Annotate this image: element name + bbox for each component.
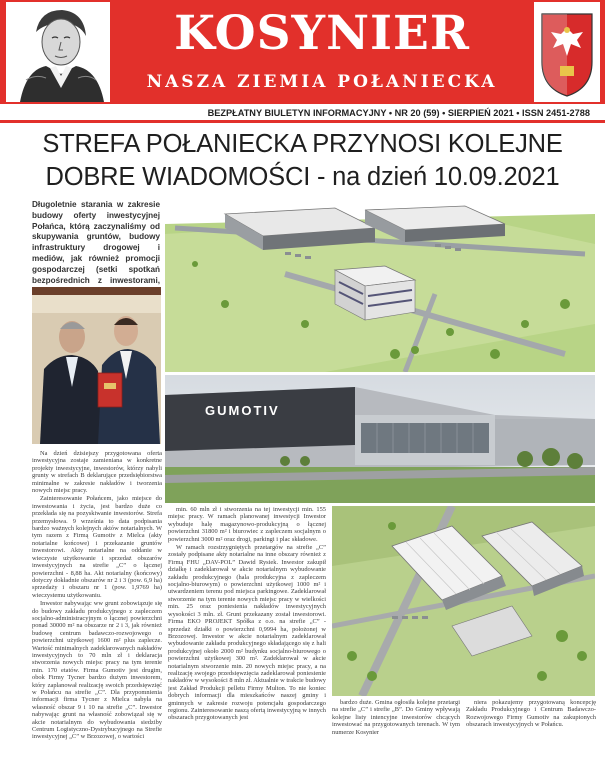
article-lead: Długoletnie starania w zakresie budowy oferty inwestycyjnej Połańca, którą zaczynaliśmy od skupywania gruntów, budowy infrastruktury drogowej i mediów, jak również promocji gospodarczej (setki spotkań bezpośrednich z inwestorami, [32, 200, 160, 285]
article-headline [10, 128, 595, 194]
body-paragraph: niera pokazujemy przygotowaną koncepcję Zakładu Produkcyjnego i Centrum Badawczo-Rozwojowego Firmy Gumotiv na zakupionych obszarach inwestycyjnych w Połańcu. [466, 699, 596, 729]
body-paragraph: Inwestor nabywając ww grunt zobowiązuje się do budowy zakładu produkcyjnego z zapleczem socjalno-administracyjnym o łącznej powierzchni ponad 30000 m² na obszarze nr 2 i 3, jak również budowę centrum badawczo-rozwojowego o powierzchni użytkowej 1600 m² plus zaplecze. Wartość minimalnych zadeklarowanych nakładów inwestycyjnych to 70 mln zł i deklaracja stworzenia nowych miejsc pracy na tym terenie min. 170 etatów. Firma Gumotiv jest drugim, obok Firmy Tycner bardzo dużym inwestorem, który zaplanował realizację swoich przedsięwzięć w Połańcu na strefie „C”. Dla przypomnienia informacji firma Tycner z Mielca nabyła na własność obszar 9 i 10 na strefie „C”. Inwestor nabywając grunt na własność zobowiązał się w akcie notarialnym do wybudowania siedziby Centrum Logistyczno-Dystrybucyjnego na Strefie inwestycyjnej „C” w Brzozowej, o wartości [32, 600, 162, 741]
body-column-2 [168, 506, 326, 772]
issue-info: BEZPŁATNY BIULETYN INFORMACYJNY • NR 20 (59) • SIERPIEŃ 2021 • ISSN 2451-2788 [207, 108, 590, 118]
body-paragraph: Na dzień dzisiejszy przygotowana oferta inwestycyjna zostaje zamieniana w konkretne projekty inwestycyjne, inwestorów, którzy nabyli grunty w strefach B deklarujące przedsiębiorstwa minimalne w zakresie nakładów i tworzenia nowych miejsc pracy. [32, 450, 162, 495]
body-column-3 [332, 699, 460, 771]
headline-line-1: STREFA POŁANIECKA PRZYNOSI KOLEJNE [42, 130, 563, 158]
body-paragraph: Zainteresowanie Połańcem, jako miejsce do inwestowania i życia, jest bardzo duże co przekłada się na pozyskiwanie inwestorów. Strefa przemysłowa. 9 września to data podpisania bardzo ważnych kolejnych aktów notarialnych. W tym razem z Firmą Gumotiv z Mielca (akty notarialne końcowe) i przekazanie gruntów inwestorowi. Akty notarialne na oddanie w wieczyste użytkowanie i sprzedaż obszarów inwestycyjnych na strefie „C” o łącznej powierzchni - 8,88 ha. Akt notarialny (końcowy) dotyczy dokładnie obszarów nr 2 i 3 (pow. 6,9 ha) sprzedaży i obszaru nr 1 (pow. 1,9769 ha) wieczystemu użytkowaniu. [32, 495, 162, 599]
newspaper-title: KOSYNIER [174, 6, 470, 61]
body-paragraph: min. 60 mln zł i stworzenia na tej inwestycji min. 155 miejsc pracy. W ramach planowanej inwestycji Inwestor wybuduje halę magazynowo-produkcyjną o łącznej powierzchni 31800 m² i biurowiec z zapleczem socjalnym o powierzchni 3000 m² oraz drogi, parkingi i plac składowe. [168, 506, 326, 543]
aerial-rendering-bottom-image [332, 506, 595, 696]
body-column-1 [32, 450, 162, 772]
gumotiv-building-rendering-image [165, 375, 595, 503]
masthead [0, 0, 605, 104]
newspaper-subtitle: NASZA ZIEMIA POŁANIECKA [146, 72, 498, 92]
divider-line [0, 120, 605, 123]
body-column-4 [466, 699, 596, 771]
body-paragraph: bardzo duże. Gmina ogłosiła kolejne przetargi na strefie „C” i strefie „B”. Do Gminy wpływają kolejne listy intencyjne inwestorów chcących inwestować na przygotowanych terenach. W tym numerze Kosynier [332, 699, 460, 736]
body-paragraph: W ramach rozstrzygniętych przetargów na strefie „C” zostały podpisane akty notarialne na inne obszary również z Firmą FHU „DAV-POL” Dawid Rysiek. Inwestor zakupił działkę i zadeklarował w akcie notarialnym wybudowanie zakładu produkcyjnego (hala produkcyjna z zapleczem socjalno-biurowym) o powierzchni użytkowej 1000 m² i utwardzeniem terenu pod miejsca parkingowe. Zadeklarował stworzenie na tym terenie nowych miejsc pracy w wielkości min. 25 oraz poniesienia nakładów inwestycyjnych wysokości 3 mln. zł. Grunt przekazany został inwestorowi. Firma EKO PROJEKT Spółka z o.o. na strefie „C” - sprzedaż działki o powierzchni 0,9994 ha, położonej w Brzozowej. Inwestor w akcie notarialnym zadeklarował wybudowanie zakładu produkcyjnego składającego się z hali produkcyjnej około 2000 m² budynku socjalno-biurowego o powierzchni użytkowej 300 m². Zadeklarował w akcie notarialnym stworzenie min. 20 nowych miejsc pracy, a na realizację swojego przedsięwzięcia zadeklarował poniesienie nakładów w wysokości 8 mln zł. Aktualnie w trakcie budowy jest Zakład Produkcji pelletu Firmy Multon. To nie koniec dobrych informacji dla mieszkańców naszej gminy i gminnych w zakresie rozwoju potencjału gospodarczego regionu. Zainteresowanie naszą ofertą inwestycyjną w innych obszarach przygotowanych jest [168, 544, 326, 722]
factory-rendering-top-image [165, 204, 595, 372]
coat-of-arms-icon [534, 2, 600, 102]
gumotiv-sign-text: GUMOTIV [205, 403, 280, 418]
portrait-kosciuszko-image [6, 2, 110, 102]
signing-ceremony-photo [32, 287, 161, 444]
headline-line-2: DOBRE WIADOMOŚCI - na dzień 10.09.2021 [45, 163, 560, 191]
